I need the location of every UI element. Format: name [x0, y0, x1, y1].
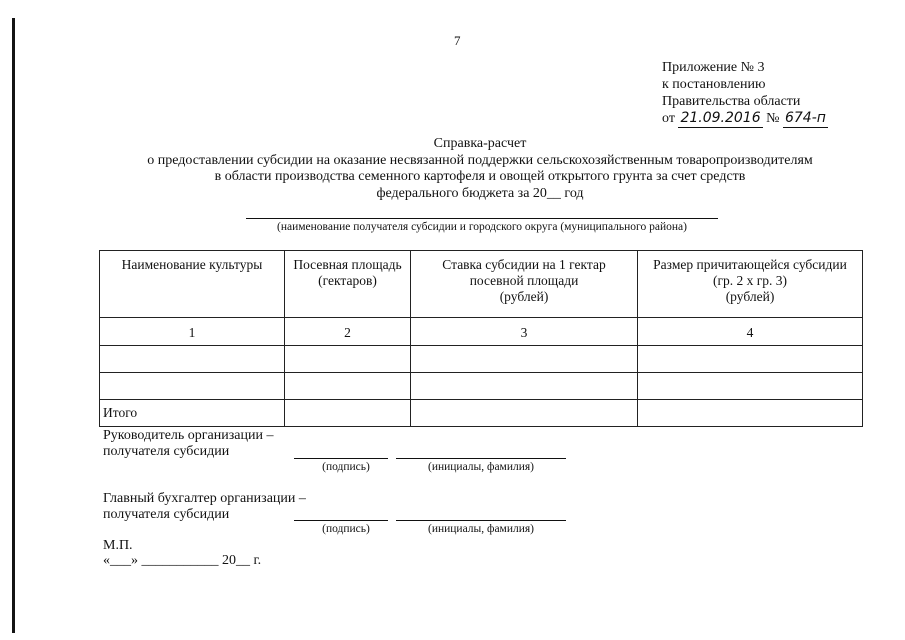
signing-date-line: «___» ___________ 20__ г.	[103, 553, 262, 568]
head-signature-label	[103, 428, 273, 460]
title-line-4: федерального бюджета за 20__ год	[376, 185, 584, 201]
table-cell	[638, 346, 863, 373]
accountant-signature-caption: (подпись)	[322, 523, 370, 535]
appendix-decree-line	[662, 110, 892, 128]
accountant-name-caption: (инициалы, фамилия)	[427, 523, 535, 535]
header-line: (рублей)	[499, 289, 549, 304]
header-culture	[100, 251, 285, 318]
table-cell	[638, 400, 863, 427]
table-row	[100, 346, 863, 373]
table-cell	[411, 346, 638, 373]
number-label: №	[766, 111, 780, 126]
column-number: 3	[411, 318, 638, 346]
head-name-caption: (инициалы, фамилия)	[427, 461, 535, 473]
header-line: Посевная площадь	[293, 257, 402, 272]
table-cell	[100, 373, 285, 400]
header-line: (гр. 2 х гр. 3)	[712, 273, 788, 288]
header-line: посевной площади	[469, 273, 579, 288]
recipient-blank-line	[246, 218, 718, 219]
total-row	[100, 400, 863, 427]
accountant-signature-line	[294, 520, 388, 521]
header-line: (рублей)	[725, 289, 775, 304]
column-number: 4	[638, 318, 863, 346]
head-name-line	[396, 458, 566, 459]
header-rate	[411, 251, 638, 318]
column-number: 1	[100, 318, 285, 346]
accountant-label-line-1: Главный бухгалтер организации –	[103, 491, 306, 506]
table-cell	[100, 346, 285, 373]
table-cell	[285, 373, 411, 400]
accountant-name-line	[396, 520, 566, 521]
header-line: Наименование культуры	[121, 257, 263, 272]
title-line-2: о предоставлении субсидии на оказание несвязанной поддержки сельскохозяйственным товаропроизводителям	[147, 152, 813, 168]
header-line: Размер причитающейся субсидии	[653, 257, 847, 272]
total-label: Итого	[100, 400, 285, 427]
table-cell	[411, 400, 638, 427]
table-row	[100, 373, 863, 400]
appendix-line-3: Правительства области	[662, 94, 801, 109]
header-area	[285, 251, 411, 318]
page-number: 7	[454, 33, 461, 48]
stamp-label: М.П.	[103, 538, 133, 553]
column-number: 2	[285, 318, 411, 346]
from-label: от	[662, 111, 675, 126]
binding-edge-line	[12, 18, 15, 633]
document-title	[100, 136, 860, 202]
table-cell	[411, 373, 638, 400]
head-label-line-2: получателя субсидии	[103, 444, 230, 459]
accountant-label-line-2: получателя субсидии	[103, 507, 230, 522]
table-cell	[638, 373, 863, 400]
head-signature-line	[294, 458, 388, 459]
appendix-line-1: Приложение № 3	[662, 60, 765, 75]
title-heading: Справка-расчет	[433, 136, 527, 151]
appendix-block	[662, 59, 892, 128]
appendix-line-2: к постановлению	[662, 77, 766, 92]
head-signature-caption: (подпись)	[322, 461, 370, 473]
handwritten-date: 21.09.2016	[680, 110, 761, 126]
subsidy-table	[99, 250, 863, 427]
handwritten-decree-number: 674-п	[784, 110, 826, 126]
table-header-row	[100, 251, 863, 318]
table-cell	[285, 346, 411, 373]
recipient-caption: (наименование получателя субсидии и городского округа (муниципального района)	[277, 221, 687, 233]
title-line-3: в области производства семенного картофеля и овощей открытого грунта за счет средств	[214, 169, 746, 184]
table-cell	[285, 400, 411, 427]
header-line: (гектаров)	[318, 273, 377, 288]
header-amount	[638, 251, 863, 318]
column-number-row	[100, 318, 863, 346]
accountant-signature-label	[103, 491, 306, 523]
header-line: Ставка субсидии на 1 гектар	[442, 257, 606, 272]
head-label-line-1: Руководитель организации –	[103, 428, 274, 443]
